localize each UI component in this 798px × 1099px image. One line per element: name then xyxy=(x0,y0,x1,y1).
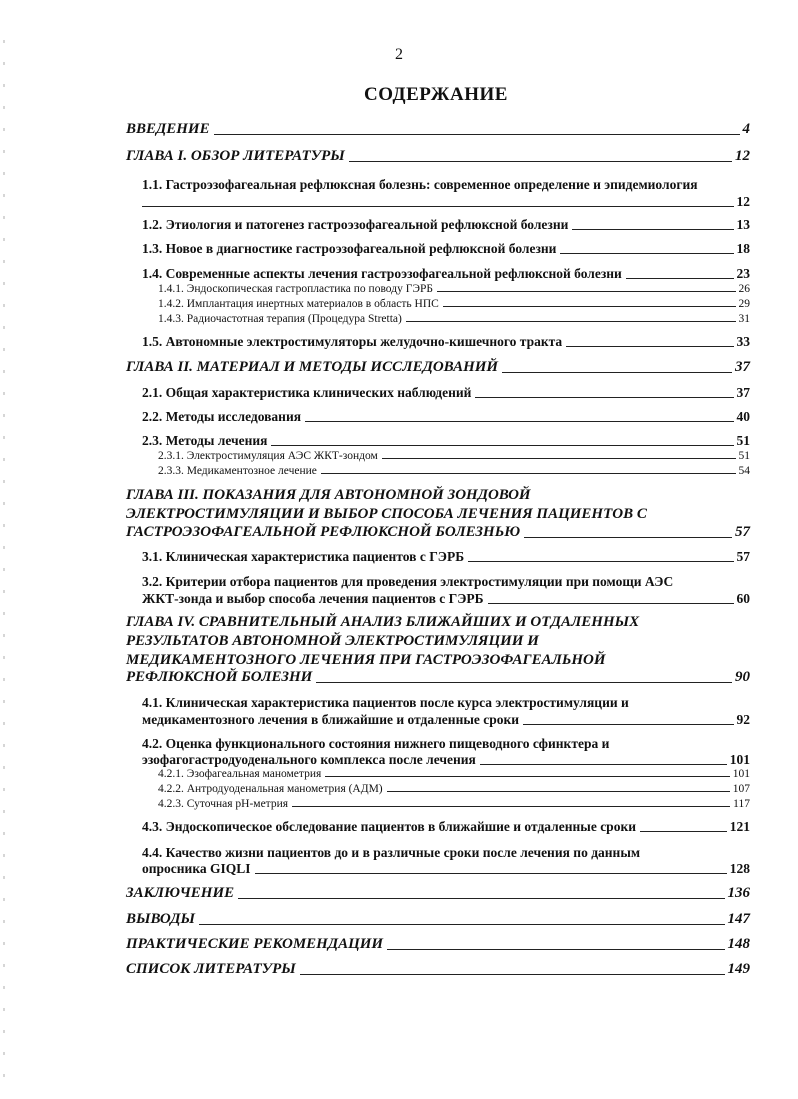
toc-entry-chapter-3 xyxy=(126,523,750,542)
toc-page: 92 xyxy=(736,712,750,727)
toc-entry-recommendations xyxy=(126,935,750,954)
toc-page: 33 xyxy=(736,334,750,349)
toc-page: 107 xyxy=(732,783,750,795)
leader-line xyxy=(626,278,734,279)
leader-line xyxy=(271,445,733,446)
toc-entry-1-1-continuation xyxy=(142,193,750,211)
leader-line xyxy=(321,473,736,474)
leader-line xyxy=(640,831,727,832)
toc-page: 90 xyxy=(735,669,750,685)
toc-entry-4-2-2 xyxy=(158,782,750,796)
toc-label: 1.4.3. Радиочастотная терапия (Процедура Stretta) xyxy=(158,313,402,325)
toc-page: 51 xyxy=(736,433,750,448)
toc-page: 54 xyxy=(738,465,750,477)
toc-label: 1.4.2. Имплантация инертных материалов в область НПС xyxy=(158,298,439,310)
toc-label: 3.1. Клиническая характеристика пациентов с ГЭРБ xyxy=(142,549,465,564)
toc-label: 2.1. Общая характеристика клинических наблюдений xyxy=(142,385,472,400)
toc-entry-chapter-4 xyxy=(126,668,750,687)
toc-label: 4.2.3. Суточная рН-метрия xyxy=(158,798,289,810)
toc-entry-4-4-line-1: 4.4. Качество жизни пациентов до и в различные сроки после лечения по данным xyxy=(142,845,641,860)
leader-line xyxy=(443,306,736,307)
toc-label: опросника GIQLI xyxy=(142,861,251,876)
toc-entry-3-2 xyxy=(142,590,750,608)
toc-label: 1.2. Этиология и патогенез гастроэзофагеальной рефлюксной болезни xyxy=(142,217,569,232)
leader-line xyxy=(199,924,724,925)
leader-line xyxy=(468,561,733,562)
leader-line xyxy=(292,806,730,807)
toc-entry-1-4-1 xyxy=(158,282,750,296)
leader-line xyxy=(475,397,733,398)
toc-label: медикаментозного лечения в ближайшие и отдаленные сроки xyxy=(142,712,520,727)
toc-page: 12 xyxy=(735,148,750,164)
toc-label: СПИСОК ЛИТЕРАТУРЫ xyxy=(126,961,296,977)
leader-line xyxy=(214,134,740,135)
toc-page: 13 xyxy=(736,217,750,232)
toc-page: 18 xyxy=(736,241,750,256)
toc-entry-2-1 xyxy=(142,384,750,402)
leader-line xyxy=(488,603,734,604)
toc-label: 4.3. Эндоскопическое обследование пациентов в ближайшие и отдаленные сроки xyxy=(142,819,636,834)
toc-page: 128 xyxy=(729,861,750,876)
toc-page: 147 xyxy=(727,911,750,927)
toc-page: 101 xyxy=(732,768,750,780)
toc-label: 1.4. Современные аспекты лечения гастроэзофагеальной рефлюксной болезни xyxy=(142,266,622,281)
toc-page: 37 xyxy=(735,359,750,375)
leader-line xyxy=(255,873,727,874)
toc-entry-2-3-3 xyxy=(158,464,750,478)
toc-page: 60 xyxy=(736,591,750,606)
toc-entry-findings xyxy=(126,910,750,929)
leader-line xyxy=(480,764,727,765)
toc-entry-chapter-3-line-2: ЭЛЕКТРОСТИМУЛЯЦИИ И ВЫБОР СПОСОБА ЛЕЧЕНИЯ ПАЦИЕНТОВ С xyxy=(126,506,647,522)
leader-line xyxy=(523,724,733,725)
toc-page: 23 xyxy=(736,266,750,281)
leader-line xyxy=(560,253,733,254)
toc-label: 2.2. Методы исследования xyxy=(142,409,302,424)
leader-line xyxy=(566,346,733,347)
toc-entry-1-1 xyxy=(142,176,750,194)
leader-line xyxy=(387,791,730,792)
toc-label: 1.5. Автономные электростимуляторы желудочно-кишечного тракта xyxy=(142,334,563,349)
toc-entry-references xyxy=(126,960,750,979)
toc-label: ЗАКЛЮЧЕНИЕ xyxy=(126,885,235,901)
leader-line xyxy=(142,206,734,207)
toc-entry-4-4 xyxy=(142,860,750,878)
toc-page: 31 xyxy=(738,313,750,325)
toc-label: ГЛАВА I. ОБЗОР ЛИТЕРАТУРЫ xyxy=(126,148,345,164)
toc-entry-4-3 xyxy=(142,818,750,836)
toc-page: 57 xyxy=(735,524,750,540)
toc-label: 1.4.1. Эндоскопическая гастропластика по поводу ГЭРБ xyxy=(158,283,433,295)
leader-line xyxy=(349,161,732,162)
toc-label: эзофагогастродуоденального комплекса после лечения xyxy=(142,752,476,767)
toc-entry-4-1 xyxy=(142,711,750,729)
toc-entry-4-2-1 xyxy=(158,767,750,781)
toc-label: ГАСТРОЭЗОФАГЕАЛЬНОЙ РЕФЛЮКСНОЙ БОЛЕЗНЬЮ xyxy=(126,524,521,540)
toc-entry-1-4-2 xyxy=(158,297,750,311)
toc-entry-chapter-3-line-1: ГЛАВА III. ПОКАЗАНИЯ ДЛЯ АВТОНОМНОЙ ЗОНДОВОЙ xyxy=(126,487,531,503)
toc-label: 2.3. Методы лечения xyxy=(142,433,268,448)
toc-entry-conclusion xyxy=(126,884,750,903)
toc-entry-3-2-line-1: 3.2. Критерии отбора пациентов для проведения электростимуляции при помощи АЭС xyxy=(142,574,674,589)
toc-entry-4-2-line-1: 4.2. Оценка функционального состояния нижнего пищеводного сфинктера и xyxy=(142,736,610,751)
toc-entry-4-2-3 xyxy=(158,797,750,811)
toc-entry-4-1-line-1: 4.1. Клиническая характеристика пациентов после курса электростимуляции и xyxy=(142,695,629,710)
leader-line xyxy=(382,458,736,459)
leader-line xyxy=(524,537,732,538)
toc-page: 149 xyxy=(727,961,750,977)
toc-entry-1-4-3 xyxy=(158,312,750,326)
leader-line xyxy=(406,321,736,322)
toc-label: 4.2.1. Эзофагеальная манометрия xyxy=(158,768,322,780)
page-number: 2 xyxy=(395,46,403,63)
toc-label: ПРАКТИЧЕСКИЕ РЕКОМЕНДАЦИИ xyxy=(126,936,384,952)
page-title: СОДЕРЖАНИЕ xyxy=(364,84,508,105)
toc-label: ЖКТ-зонда и выбор способа лечения пациентов с ГЭРБ xyxy=(142,591,484,606)
toc-entry-chapter-4-line-2: РЕЗУЛЬТАТОВ АВТОНОМНОЙ ЭЛЕКТРОСТИМУЛЯЦИИ И xyxy=(126,633,539,649)
toc-entry-chapter-4-line-1: ГЛАВА IV. СРАВНИТЕЛЬНЫЙ АНАЛИЗ БЛИЖАЙШИХ И ОТДАЛЕННЫХ xyxy=(126,614,640,630)
toc-page: 148 xyxy=(727,936,750,952)
leader-line xyxy=(387,949,724,950)
toc-entry-chapter-4-line-3: МЕДИКАМЕНТОЗНОГО ЛЕЧЕНИЯ ПРИ ГАСТРОЭЗОФАГЕАЛЬНОЙ xyxy=(126,652,606,668)
scan-edge-artifact xyxy=(3,40,5,1090)
leader-line xyxy=(238,898,724,899)
toc-page: 101 xyxy=(729,752,750,767)
toc-page: 29 xyxy=(738,298,750,310)
toc-entry-2-3-1 xyxy=(158,449,750,463)
toc-page: 26 xyxy=(738,283,750,295)
toc-label: 4.2.2. Антродуоденальная манометрия (АДМ) xyxy=(158,783,383,795)
toc-entry-3-1 xyxy=(142,548,750,566)
toc-entry-1-5 xyxy=(142,333,750,351)
toc-page: 117 xyxy=(733,798,750,810)
toc-entry-1-4 xyxy=(142,265,750,283)
toc-label: 1.3. Новое в диагностике гастроэзофагеальной рефлюксной болезни xyxy=(142,241,557,256)
toc-label: ГЛАВА II. МАТЕРИАЛ И МЕТОДЫ ИССЛЕДОВАНИЙ xyxy=(126,359,499,375)
toc-entry-2-2 xyxy=(142,408,750,426)
toc-entry-1-3 xyxy=(142,240,750,258)
toc-page: 12 xyxy=(736,194,750,209)
toc-page: 121 xyxy=(729,819,750,834)
leader-line xyxy=(300,974,725,975)
toc-label: ВВЕДЕНИЕ xyxy=(126,121,210,137)
leader-line xyxy=(572,229,733,230)
leader-line xyxy=(502,372,732,373)
toc-entry-2-3 xyxy=(142,432,750,450)
toc-label: 2.3.3. Медикаментозное лечение xyxy=(158,465,317,477)
leader-line xyxy=(316,682,732,683)
leader-line xyxy=(325,776,729,777)
leader-line xyxy=(437,291,736,292)
toc-page: 4 xyxy=(742,121,750,137)
toc-entry-intro xyxy=(126,120,750,139)
toc-entry-chapter-2 xyxy=(126,358,750,377)
toc-page: 37 xyxy=(736,385,750,400)
toc-page: 57 xyxy=(736,549,750,564)
toc-page: 51 xyxy=(738,450,750,462)
toc-label: 1.1. Гастроэзофагеальная рефлюксная болезнь: современное определение и эпидемиология xyxy=(142,177,698,192)
toc-label: ВЫВОДЫ xyxy=(126,911,196,927)
toc-page: 136 xyxy=(727,885,750,901)
toc-entry-1-2 xyxy=(142,216,750,234)
toc-page: 40 xyxy=(736,409,750,424)
toc-label: 2.3.1. Электростимуляция АЭС ЖКТ-зондом xyxy=(158,450,378,462)
toc-entry-chapter-1 xyxy=(126,147,750,166)
toc-label: РЕФЛЮКСНОЙ БОЛЕЗНИ xyxy=(126,669,313,685)
leader-line xyxy=(305,421,733,422)
